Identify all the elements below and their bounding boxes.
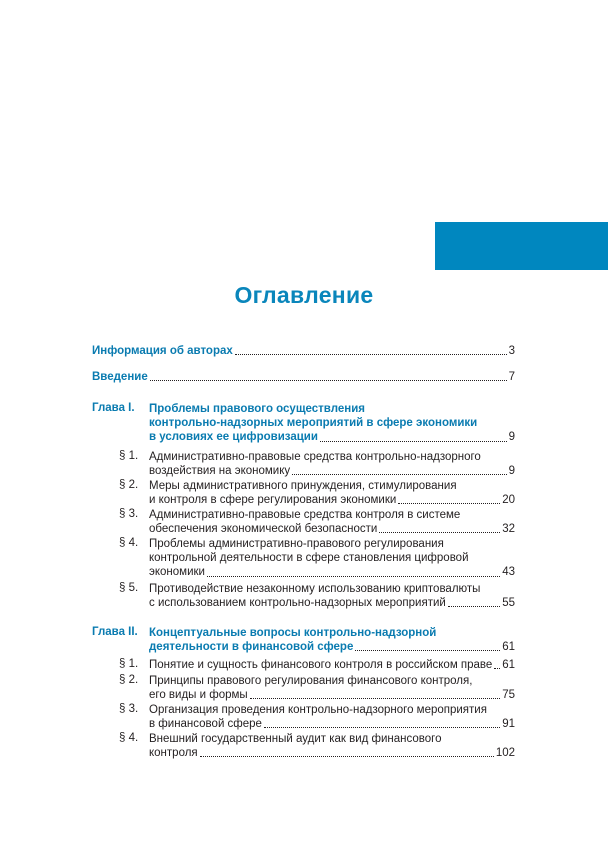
section-number: § 5. — [119, 582, 139, 594]
section-title-line: Меры административного принуждения, стимулирования — [149, 480, 457, 492]
toc-page-number: 61 — [502, 641, 515, 654]
leader-dots — [200, 755, 494, 757]
toc-page-number: 91 — [502, 718, 515, 731]
toc-page-number: 75 — [502, 689, 515, 702]
section-number: § 1. — [119, 450, 139, 462]
toc-page-number: 7 — [508, 371, 515, 383]
page-title: Оглавление — [234, 282, 374, 308]
toc-page-number: 61 — [502, 659, 515, 671]
section-title-line: контрольной деятельности в сфере становления цифровой — [149, 552, 469, 565]
toc-page-number: 32 — [502, 523, 515, 536]
section-title-line: Административно-правовые средства контроля в системе — [149, 509, 461, 521]
section-number: § 2. — [119, 479, 139, 491]
section-number: § 1. — [119, 658, 139, 670]
toc-page-number: 20 — [502, 494, 515, 507]
leader-dots — [292, 473, 506, 475]
leader-dots — [235, 353, 507, 355]
leader-dots — [250, 697, 501, 699]
section-number: § 3. — [119, 703, 139, 715]
chapter-title-line: Концептуальные вопросы контрольно-надзорной — [149, 627, 437, 639]
leader-dots — [448, 605, 500, 607]
section-title-line: Проблемы административно-правового регулирования — [149, 538, 444, 550]
section-title-line: и контроля в сфере регулирования экономики — [149, 494, 397, 507]
toc-page-number: 102 — [495, 747, 515, 760]
accent-block — [435, 222, 608, 270]
section-title-line: Внешний государственный аудит как вид финансового — [149, 733, 442, 745]
leader-dots — [320, 440, 507, 442]
section-title-line: Принципы правового регулирования финансового контроля, — [149, 675, 473, 687]
section-title-line: Понятие и сущность финансового контроля в российском праве — [149, 659, 493, 671]
section-number: § 2. — [119, 674, 139, 686]
section-number: § 3. — [119, 508, 139, 520]
section-title-line: его виды и формы — [149, 689, 248, 702]
section-title-line: с использованием контрольно-надзорных мероприятий — [149, 597, 446, 610]
toc-page-number: 55 — [502, 597, 515, 610]
chapter-number: Глава I. — [92, 402, 135, 414]
section-number: § 4. — [119, 732, 139, 744]
leader-dots — [494, 667, 500, 669]
toc-page-number: 43 — [502, 566, 515, 579]
leader-dots — [398, 502, 500, 504]
section-title-line: обеспечения экономической безопасности — [149, 523, 378, 536]
section-title-line: контроля — [149, 747, 198, 760]
section-title-line: в финансовой сфере — [149, 718, 262, 731]
toc-page-number: 3 — [508, 345, 515, 357]
section-number: § 4. — [119, 537, 139, 549]
toc-entry-title: Введение — [92, 371, 148, 383]
chapter-title-line: в условиях ее цифровизации — [149, 431, 318, 444]
chapter-title-line: контрольно-надзорных мероприятий в сфере экономики — [149, 417, 478, 430]
section-title-line: Противодействие незаконному использованию криптовалюты — [149, 583, 481, 595]
section-title-line: воздействия на экономику — [149, 465, 291, 478]
leader-dots — [264, 726, 500, 728]
toc-page-number: 9 — [508, 431, 515, 444]
chapter-title-line: деятельности в финансовой сфере — [149, 641, 354, 654]
toc-page-number: 9 — [508, 465, 515, 478]
leader-dots — [150, 379, 507, 381]
chapter-number: Глава II. — [92, 626, 138, 638]
leader-dots — [355, 649, 500, 651]
section-title-line: Организация проведения контрольно-надзорного мероприятия — [149, 704, 487, 716]
section-title-line: Административно-правовые средства контрольно-надзорного — [149, 451, 481, 463]
leader-dots — [379, 531, 500, 533]
leader-dots — [207, 575, 500, 577]
section-title-line: экономики — [149, 566, 205, 579]
toc-entry-title: Информация об авторах — [92, 345, 233, 357]
chapter-title-line: Проблемы правового осуществления — [149, 403, 365, 415]
